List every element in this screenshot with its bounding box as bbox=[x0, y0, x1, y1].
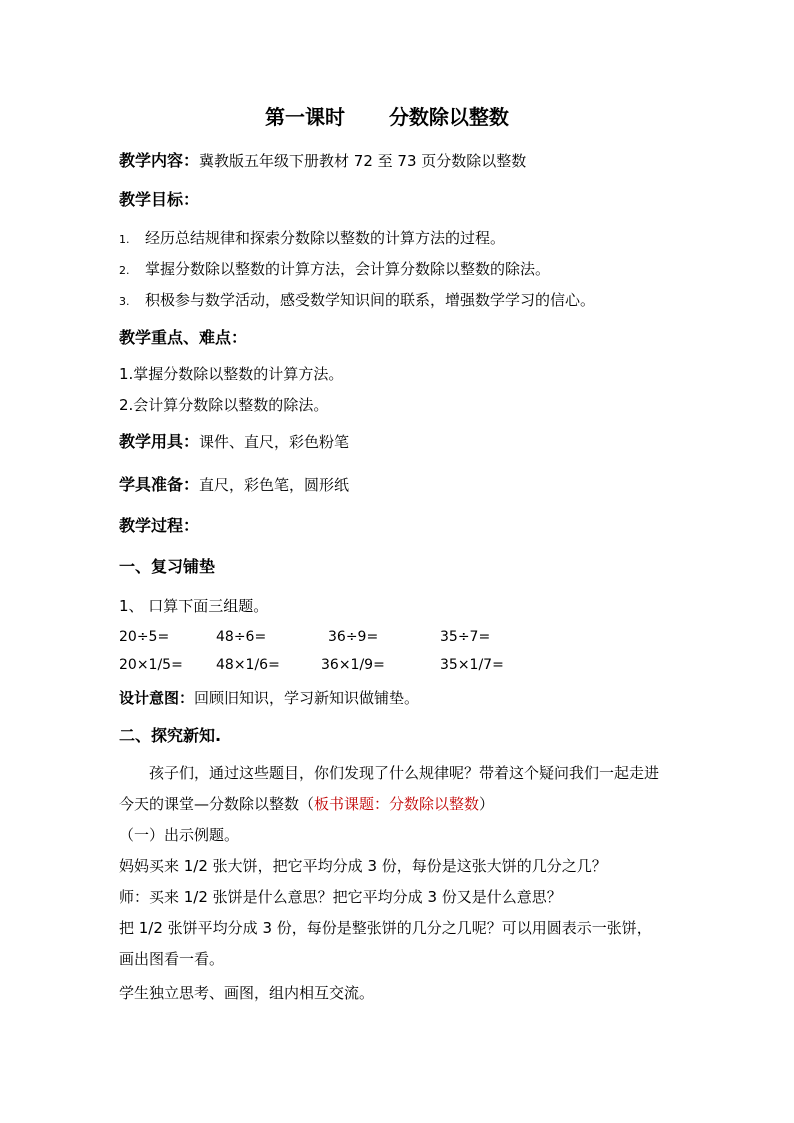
calc-cell: 48÷6= bbox=[216, 629, 267, 645]
calc-cell: 36÷9= bbox=[328, 629, 379, 645]
calc-cell: 36×1/9= bbox=[321, 657, 385, 673]
calc-cell: 35×1/7= bbox=[440, 657, 504, 673]
objective-item: 3. 积极参与数学活动，感受数学知识间的联系，增强数学学习的信心。 bbox=[119, 291, 596, 309]
board-title-note: 板书课题：分数除以整数 bbox=[314, 795, 480, 813]
paragraph-line: 师：买来 1/2 张饼是什么意思？把它平均分成 3 份又是什么意思？ bbox=[119, 888, 562, 906]
student-tools-label: 学具准备： bbox=[119, 475, 200, 494]
student-tools-value: 直尺，彩色笔，圆形纸 bbox=[199, 476, 350, 494]
tools-value: 课件、直尺，彩色粉笔 bbox=[199, 433, 350, 451]
tools-label: 教学用具： bbox=[119, 432, 200, 451]
paragraph-line: 把 1/2 张饼平均分成 3 份，每份是整张饼的几分之几呢？可以用圆表示一张饼， bbox=[119, 919, 652, 937]
content-value: 冀教版五年级下册教材 72 至 73 页分数除以整数 bbox=[199, 152, 527, 170]
process-heading: 教学过程： bbox=[119, 516, 200, 535]
page-title bbox=[265, 104, 509, 130]
student-tools-line bbox=[119, 475, 349, 495]
paragraph-line: 妈妈买来 1/2 张大饼，把它平均分成 3 份，每份是这张大饼的几分之几？ bbox=[119, 857, 607, 875]
objective-item: 1. 经历总结规律和探索分数除以整数的计算方法的过程。 bbox=[119, 229, 506, 247]
paragraph-line: 今天的课堂—分数除以整数（板书课题：分数除以整数） bbox=[119, 795, 495, 813]
objective-item: 2. 掌握分数除以整数的计算方法，会计算分数除以整数的除法。 bbox=[119, 260, 551, 278]
calc-cell: 20×1/5= bbox=[119, 657, 183, 673]
tools-line bbox=[119, 432, 349, 452]
subsection-heading: （一）出示例题。 bbox=[119, 826, 240, 844]
paragraph-line: 画出图看一看。 bbox=[119, 950, 225, 968]
section2-heading: 二、探究新知. bbox=[119, 726, 222, 745]
content-line bbox=[119, 151, 526, 171]
calc-cell: 35÷7= bbox=[440, 629, 491, 645]
key-point-item: 2.会计算分数除以整数的除法。 bbox=[119, 396, 329, 414]
design-intent-text: 回顾旧知识，学习新知识做铺垫。 bbox=[194, 689, 420, 707]
paragraph-line: 孩子们，通过这些题目，你们发现了什么规律呢？带着这个疑问我们一起走进 bbox=[149, 764, 660, 782]
design-intent bbox=[119, 688, 419, 708]
key-points-heading: 教学重点、难点： bbox=[119, 328, 248, 347]
title-topic: 分数除以整数 bbox=[388, 105, 509, 129]
calc-cell: 48×1/6= bbox=[216, 657, 280, 673]
section1-heading: 一、复习铺垫 bbox=[119, 557, 216, 576]
design-intent-label: 设计意图： bbox=[119, 689, 195, 707]
objectives-heading: 教学目标： bbox=[119, 190, 200, 209]
calc-cell: 20÷5= bbox=[119, 629, 170, 645]
title-lesson: 第一课时 bbox=[265, 105, 345, 129]
key-point-item: 1.掌握分数除以整数的计算方法。 bbox=[119, 365, 344, 383]
section1-task: 1、 口算下面三组题。 bbox=[119, 597, 269, 615]
paragraph-line: 学生独立思考、画图，组内相互交流。 bbox=[119, 984, 375, 1002]
content-label: 教学内容： bbox=[119, 151, 200, 170]
